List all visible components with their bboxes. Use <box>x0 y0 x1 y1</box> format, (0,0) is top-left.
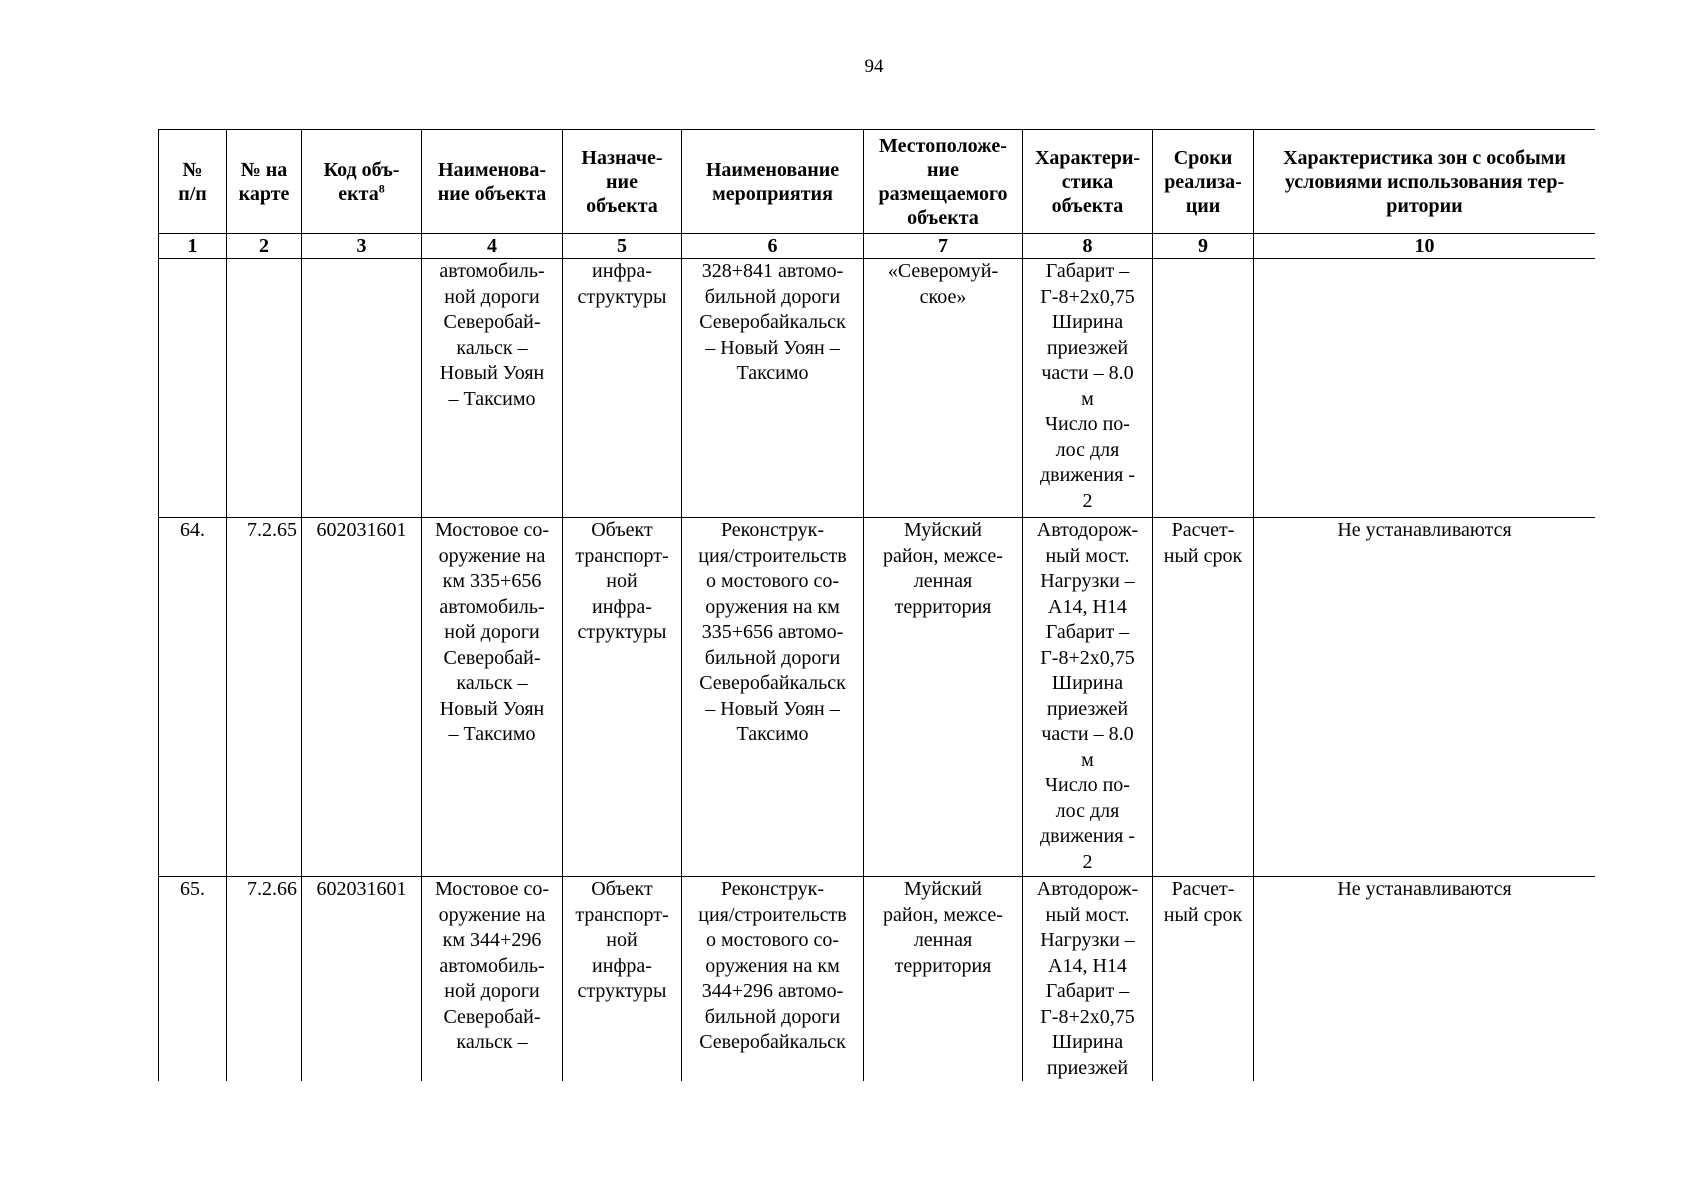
cell-location: «Северомуй- ское» <box>864 259 1023 518</box>
cell-location: Муйский район, межсе- ленная территория <box>864 877 1023 1082</box>
cell-characteristic: Габарит – Г-8+2х0,75 Ширина приезжей части – 8.0 м Число по- лос для движения - 2 <box>1023 259 1153 518</box>
objects-table <box>158 129 1595 1081</box>
column-number: 2 <box>227 234 302 259</box>
cell-object-code: 602031601 <box>302 518 422 877</box>
cell-number: 64. <box>159 518 227 877</box>
cell-object-purpose: Объект транспорт- ной инфра- структуры <box>563 518 682 877</box>
table-row <box>159 877 1596 1082</box>
cell-event-name: 328+841 автомо- бильной дороги Северобайкальск – Новый Уоян – Таксимо <box>682 259 864 518</box>
cell-object-name: Мостовое со- оружение на км 344+296 автомобиль- ной дороги Северобай- кальск – <box>422 877 563 1082</box>
header-characteristic: Характери- стика объекта <box>1023 130 1153 234</box>
cell-object-name: Мостовое со- оружение на км 335+656 автомобиль- ной дороги Северобай- кальск – Новый Уоян – Таксимо <box>422 518 563 877</box>
column-number: 6 <box>682 234 864 259</box>
column-number: 7 <box>864 234 1023 259</box>
cell-event-name: Реконструк- ция/строительств о мостового со- оружения на км 344+296 автомо- бильной дороги Северобайкальск <box>682 877 864 1082</box>
column-number: 4 <box>422 234 563 259</box>
column-number: 8 <box>1023 234 1153 259</box>
cell-location: Муйский район, межсе- ленная территория <box>864 518 1023 877</box>
cell-object-code: 602031601 <box>302 877 422 1082</box>
header-map-number: № на карте <box>227 130 302 234</box>
cell-map-number: 7.2.65 <box>227 518 302 877</box>
column-number: 5 <box>563 234 682 259</box>
table-container <box>158 129 1595 1081</box>
header-zones: Характеристика зон с особыми условиями использования тер- ритории <box>1254 130 1596 234</box>
cell-object-purpose: Объект транспорт- ной инфра- структуры <box>563 877 682 1082</box>
column-number: 9 <box>1153 234 1254 259</box>
cell-object-purpose: инфра- структуры <box>563 259 682 518</box>
cell-map-number <box>227 259 302 518</box>
cell-term: Расчет- ный срок <box>1153 877 1254 1082</box>
cell-zones <box>1254 259 1596 518</box>
table-row <box>159 518 1596 877</box>
header-object-purpose: Назначе- ние объекта <box>563 130 682 234</box>
cell-term <box>1153 259 1254 518</box>
header-row <box>159 130 1596 234</box>
cell-characteristic: Автодорож- ный мост. Нагрузки – А14, Н14 Габарит – Г-8+2х0,75 Ширина приезжей <box>1023 877 1153 1082</box>
cell-term: Расчет- ный срок <box>1153 518 1254 877</box>
cell-number <box>159 259 227 518</box>
cell-zones: Не устанавливаются <box>1254 877 1596 1082</box>
column-number: 10 <box>1254 234 1596 259</box>
table-row <box>159 259 1596 518</box>
footnote-marker: 8 <box>378 180 385 195</box>
column-number-row <box>159 234 1596 259</box>
header-object-name: Наименова- ние объекта <box>422 130 563 234</box>
cell-event-name: Реконструк- ция/строительств о мостового со- оружения на км 335+656 автомо- бильной дороги Северобайкальск – Новый Уоян – Таксимо <box>682 518 864 877</box>
cell-object-name: автомобиль- ной дороги Северобай- кальск – Новый Уоян – Таксимо <box>422 259 563 518</box>
cell-characteristic: Автодорож- ный мост. Нагрузки – А14, Н14 Габарит – Г-8+2х0,75 Ширина приезжей части – 8.0 м Число по- лос для движения - 2 <box>1023 518 1153 877</box>
column-number: 3 <box>302 234 422 259</box>
page-number: 94 <box>864 56 884 77</box>
header-term: Сроки реализа- ции <box>1153 130 1254 234</box>
cell-number: 65. <box>159 877 227 1082</box>
column-number: 1 <box>159 234 227 259</box>
cell-zones: Не устанавливаются <box>1254 518 1596 877</box>
header-object-code-text: Код объ- екта <box>323 158 400 205</box>
cell-map-number: 7.2.66 <box>227 877 302 1082</box>
header-location: Местоположе- ние размещаемого объекта <box>864 130 1023 234</box>
header-number: № п/п <box>159 130 227 234</box>
cell-object-code <box>302 259 422 518</box>
header-event-name: Наименование мероприятия <box>682 130 864 234</box>
header-object-code <box>302 130 422 234</box>
